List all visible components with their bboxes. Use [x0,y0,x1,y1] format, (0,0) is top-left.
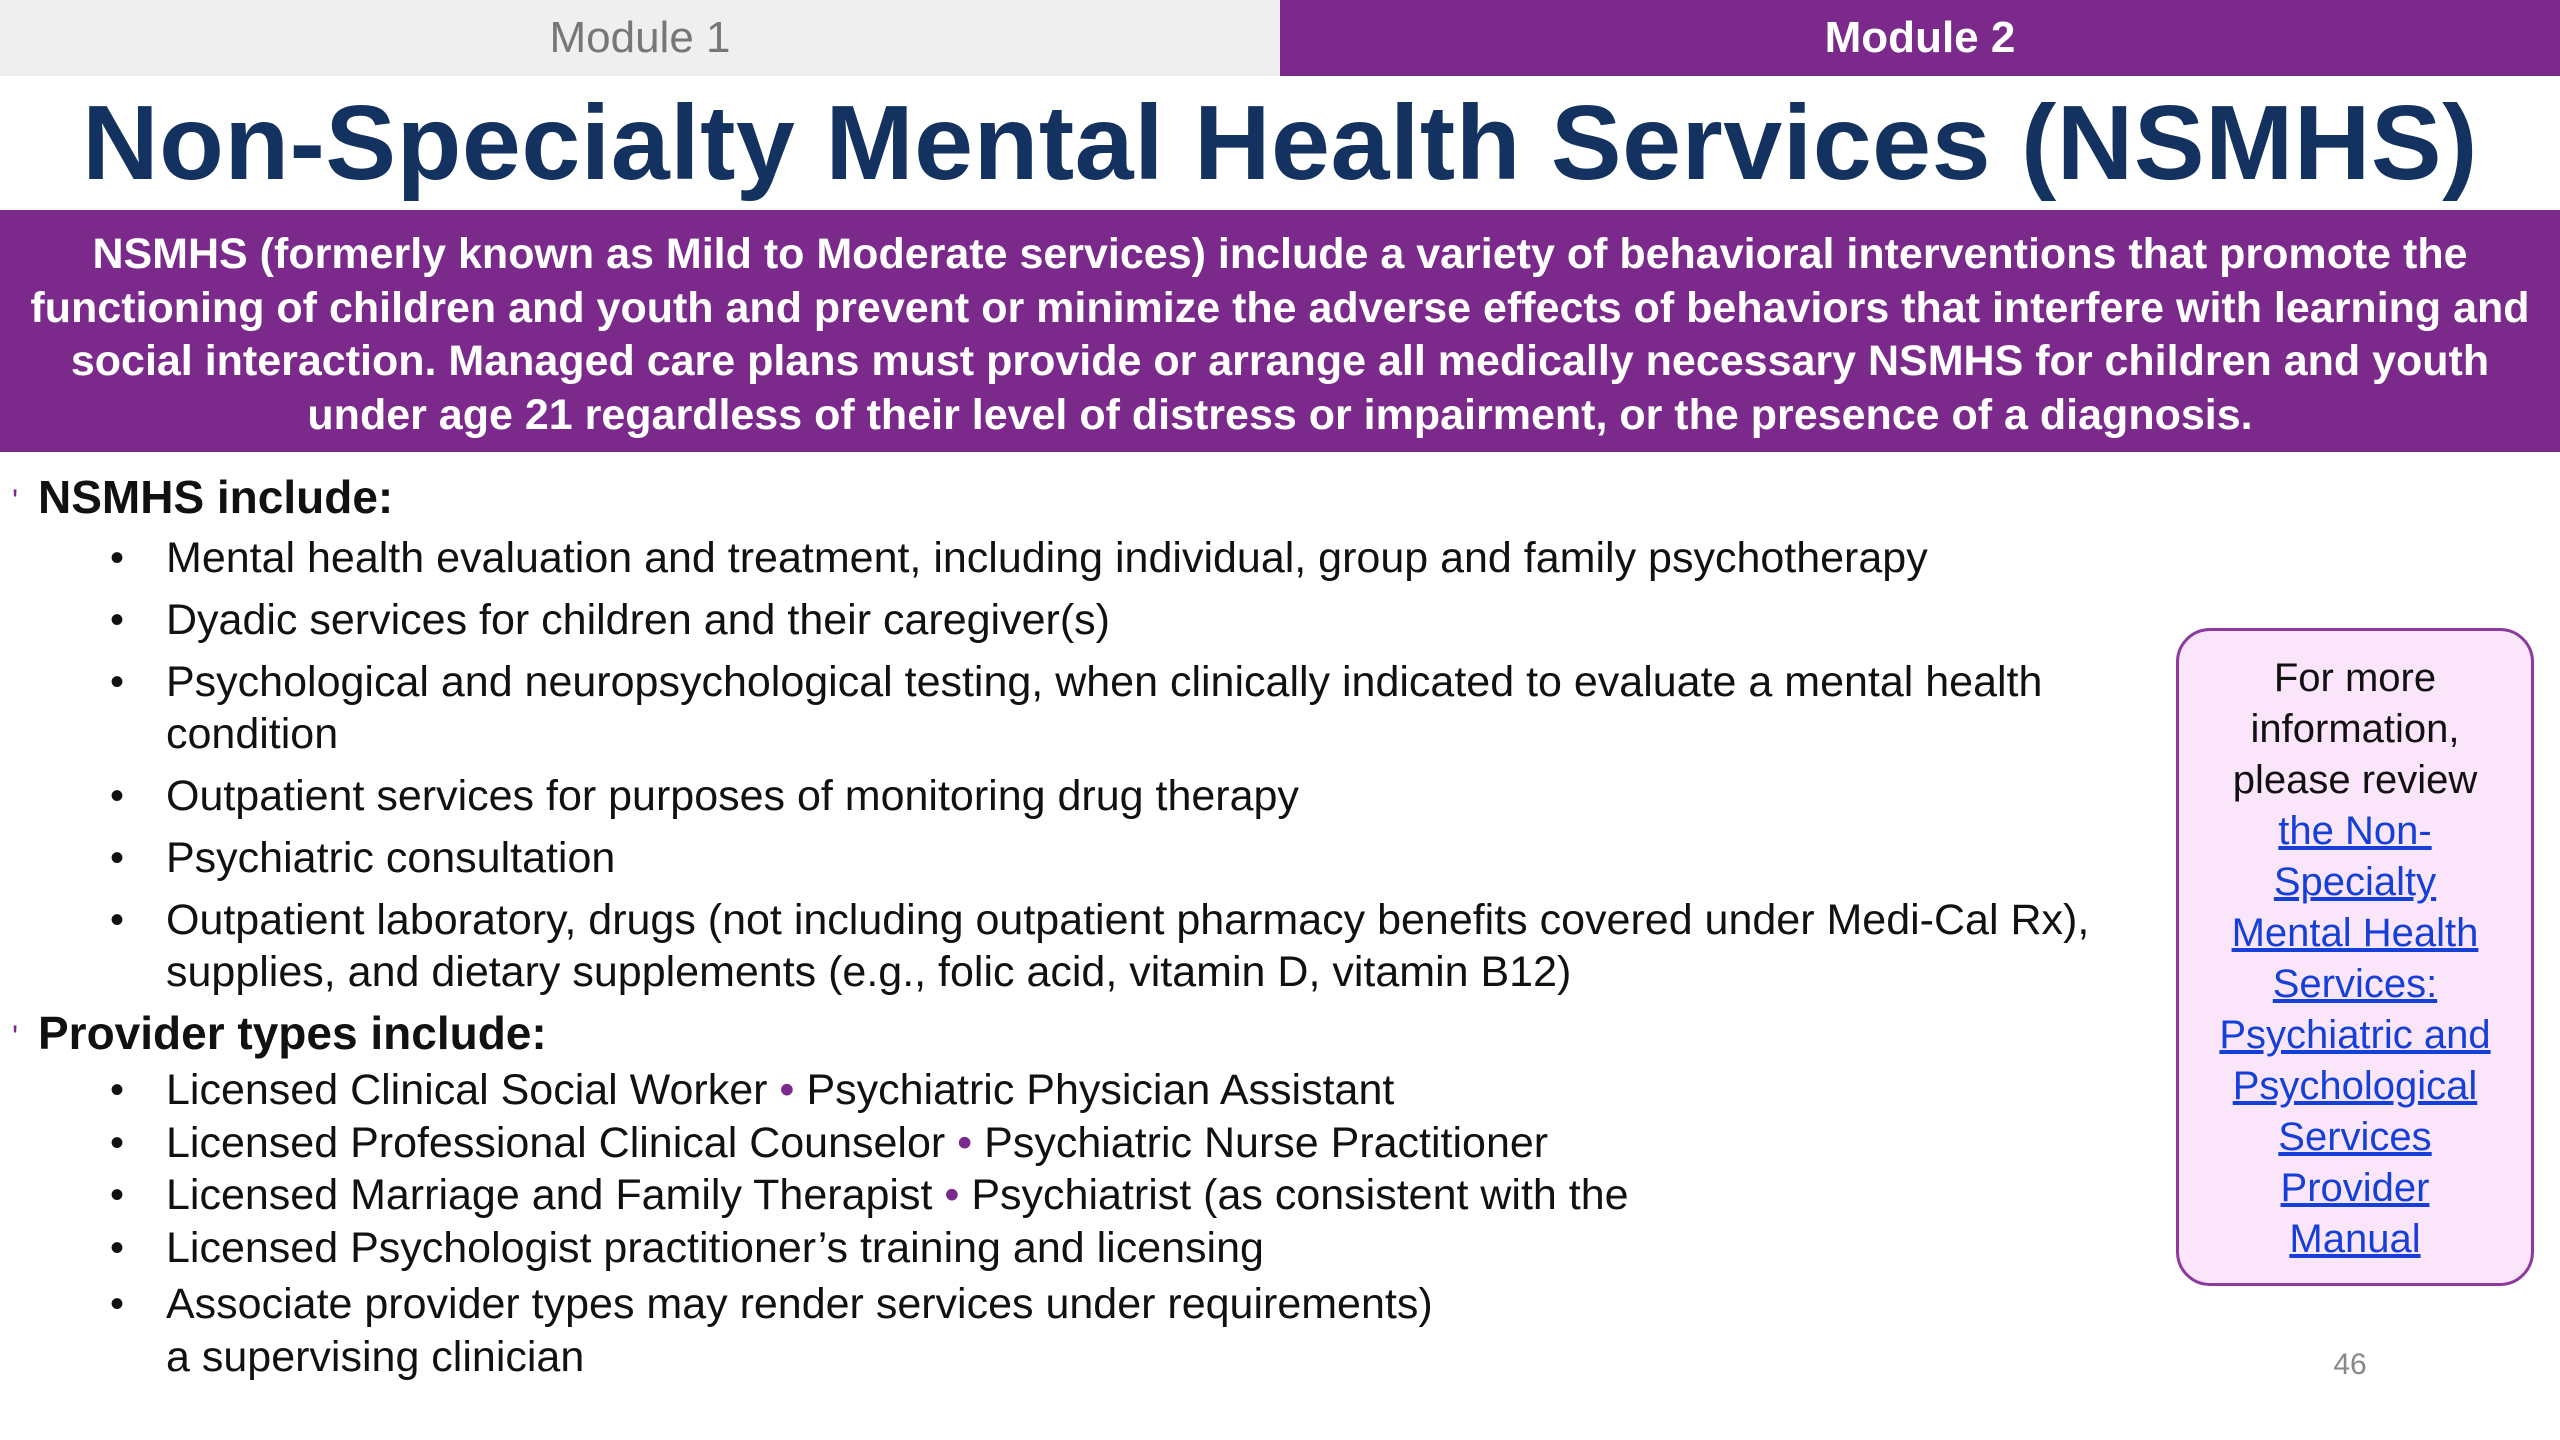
list-item [0,656,2110,760]
provider-type: Licensed Marriage and Family Therapist [166,1171,933,1219]
bullet-icon: • [110,1120,125,1165]
provider-type: Licensed Clinical Social Worker [166,1066,768,1114]
list-item [0,532,2110,584]
main-content [0,466,2110,1383]
section-heading-nsmhs [0,466,2110,528]
provider-type: Psychiatric Nurse Practitioner [984,1118,1549,1167]
list-item [0,594,2110,646]
list-item [0,1169,2110,1222]
list-item [0,1064,2110,1117]
provider-manual-link[interactable] [2193,806,2517,1265]
provider-type: Psychiatrist (as consistent with the [971,1171,1629,1219]
bullet-icon: • [110,598,125,642]
bullet-icon: • [110,536,125,580]
bullet-marker-icon: ' [12,1019,19,1055]
list-continuation: a supervising clinician [166,1332,585,1381]
list-item [0,1222,2110,1275]
bullet-icon: • [110,774,125,818]
bullet-icon: • [110,898,125,942]
link-line[interactable]: Provider [2280,1166,2430,1210]
page-number: 46 [2333,1348,2367,1381]
bullet-icon: • [110,1068,125,1112]
separator-dot-icon: • [957,1118,973,1167]
provider-type: Associate provider types may render services under requirements) [166,1280,1433,1328]
module-tabs [0,0,2560,76]
list-item-text: Mental health evaluation and treatment, including individual, group and family psychotherapy [166,534,1928,582]
section-heading-providers [0,1002,2110,1064]
bullet-icon: • [110,1173,125,1217]
link-line[interactable]: Services: [2272,962,2438,1006]
list-item-text: Outpatient services for purposes of monitoring drug therapy [166,772,1299,820]
list-item-text: Outpatient laboratory, drugs (not including outpatient pharmacy benefits covered under Medi-Cal Rx), supplies, and dietary supplements (e.g., folic acid, vitamin D, vitamin B12) [166,896,2090,996]
link-line[interactable]: Psychological [2232,1064,2478,1108]
link-line[interactable]: the Non- [2278,809,2432,853]
provider-type: Psychiatric Physician Assistant [806,1066,1395,1114]
link-line[interactable]: Specialty [2273,860,2437,904]
page-title: Non-Specialty Mental Health Services (NSMHS) [82,83,2478,202]
section-heading-text: Provider types include: [38,1007,547,1059]
bullet-icon: • [110,1282,125,1326]
tab-module-1[interactable]: Module 1 [0,0,1280,76]
more-info-callout [2176,628,2534,1286]
link-line[interactable]: Services [2278,1115,2432,1159]
services-list [0,532,2110,998]
section-heading-text: NSMHS include: [38,471,394,523]
separator-dot-icon: • [779,1066,795,1114]
bullet-icon: • [110,836,125,880]
callout-intro-line: please review [2232,758,2478,802]
link-line[interactable]: Mental Health [2231,911,2479,955]
list-item-text: Dyadic services for children and their caregiver(s) [166,596,1110,644]
list-item [0,832,2110,884]
list-item [0,1278,2110,1331]
separator-dot-icon: • [944,1171,960,1219]
callout-intro-line: For more [2273,656,2437,700]
bullet-marker-icon: ' [12,483,19,519]
provider-type: Licensed Professional Clinical Counselor [166,1118,946,1167]
bullet-icon: • [110,1225,125,1270]
list-item [0,770,2110,822]
bullet-icon: • [110,660,125,704]
tab-module-2[interactable]: Module 2 [1280,0,2560,76]
list-item [0,894,2110,998]
list-item [0,1117,2110,1170]
link-line[interactable]: Psychiatric and [2219,1013,2491,1057]
list-item-text: Psychiatric consultation [166,834,616,882]
link-line[interactable]: Manual [2289,1217,2421,1261]
callout-intro-line: information, [2250,707,2460,751]
provider-types-list [0,1064,2110,1331]
provider-type: Licensed Psychologist practitioner’s training and licensing [166,1223,1264,1272]
summary-banner: NSMHS (formerly known as Mild to Moderate services) include a variety of behavioral interventions that promote the functioning of children and youth and prevent or minimize the adverse effects of behaviors that interfere with learning and social interaction. Managed care plans must provide or arrange all medically necessary NSMHS for children and youth under age 21 regardless of their level of distress or impairment, or the presence of a diagnosis. [0,210,2560,452]
list-item-text: Psychological and neuropsychological testing, when clinically indicated to evaluate a mental health condition [166,658,2043,758]
